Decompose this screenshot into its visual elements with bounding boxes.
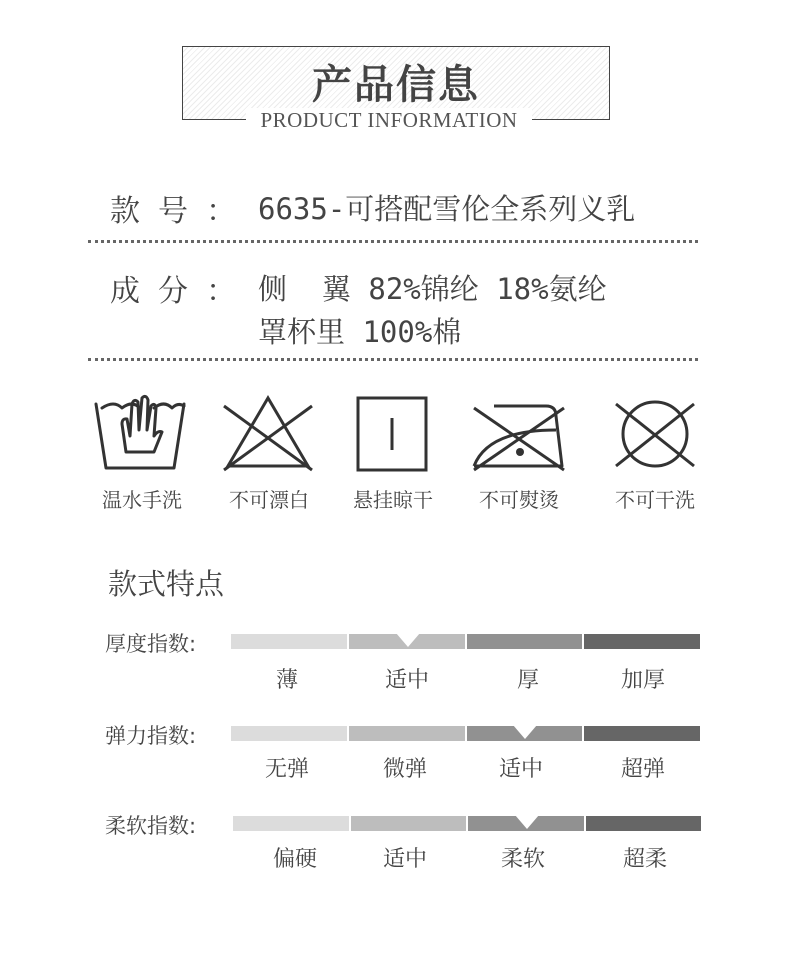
scale-segment bbox=[351, 816, 467, 831]
thickness-scale-label: 厚度指数: bbox=[105, 632, 197, 656]
scale-segment bbox=[584, 726, 700, 741]
scale-tick: 适中 bbox=[498, 757, 543, 782]
scale-segment bbox=[586, 816, 702, 831]
scale-tick: 适中 bbox=[384, 668, 429, 693]
style-number-label: 款 号 ： bbox=[110, 194, 237, 229]
scale-segment bbox=[231, 634, 347, 649]
scale-tick: 加厚 bbox=[620, 668, 665, 693]
page-title: 产品信息 bbox=[312, 61, 480, 108]
scale-tick: 偏硬 bbox=[272, 847, 317, 872]
scale-tick: 无弹 bbox=[264, 757, 309, 782]
hang-dry-icon bbox=[352, 390, 432, 474]
style-number-value: 6635-可搭配雪伦全系列义乳 bbox=[258, 192, 636, 226]
scale-tick: 薄 bbox=[275, 668, 298, 693]
no-bleach-icon bbox=[218, 390, 318, 474]
softness-scale-bar bbox=[233, 816, 703, 831]
selected-level-marker bbox=[396, 633, 420, 647]
composition-line-2: 罩杯里 100%棉 bbox=[258, 315, 462, 349]
composition-line-1: 侧 翼 82%锦纶 18%氨纶 bbox=[258, 272, 607, 306]
care-label-hang-dry: 悬挂晾干 bbox=[353, 488, 433, 512]
features-title: 款式特点 bbox=[108, 567, 225, 601]
scale-tick: 柔软 bbox=[500, 847, 545, 872]
scale-segment bbox=[584, 634, 700, 649]
thickness-scale-bar bbox=[231, 634, 702, 649]
no-iron-icon bbox=[468, 390, 568, 474]
care-label-hand-wash: 温水手洗 bbox=[102, 488, 182, 512]
scale-tick: 超柔 bbox=[622, 847, 667, 872]
selected-level-marker bbox=[513, 725, 537, 739]
scale-segment bbox=[231, 726, 347, 741]
hand-wash-icon bbox=[92, 390, 188, 474]
composition-label: 成 分 ： bbox=[110, 274, 237, 309]
softness-scale-label: 柔软指数: bbox=[105, 814, 197, 838]
elasticity-scale-label: 弹力指数: bbox=[105, 724, 197, 748]
scale-tick: 超弹 bbox=[620, 757, 665, 782]
scale-tick: 厚 bbox=[516, 668, 539, 693]
care-label-no-dry-clean: 不可干洗 bbox=[615, 488, 695, 512]
page-subtitle: PRODUCT INFORMATION bbox=[246, 108, 532, 132]
dotted-divider bbox=[88, 358, 698, 361]
elasticity-scale-bar bbox=[231, 726, 702, 741]
scale-tick: 微弹 bbox=[382, 757, 427, 782]
care-label-no-bleach: 不可漂白 bbox=[229, 488, 309, 512]
dotted-divider bbox=[88, 240, 698, 243]
no-dry-clean-icon bbox=[610, 390, 700, 474]
scale-segment bbox=[467, 634, 583, 649]
scale-segment bbox=[349, 726, 465, 741]
selected-level-marker bbox=[515, 815, 539, 829]
scale-segment bbox=[233, 816, 349, 831]
scale-tick: 适中 bbox=[382, 847, 427, 872]
care-label-no-iron: 不可熨烫 bbox=[479, 488, 559, 512]
